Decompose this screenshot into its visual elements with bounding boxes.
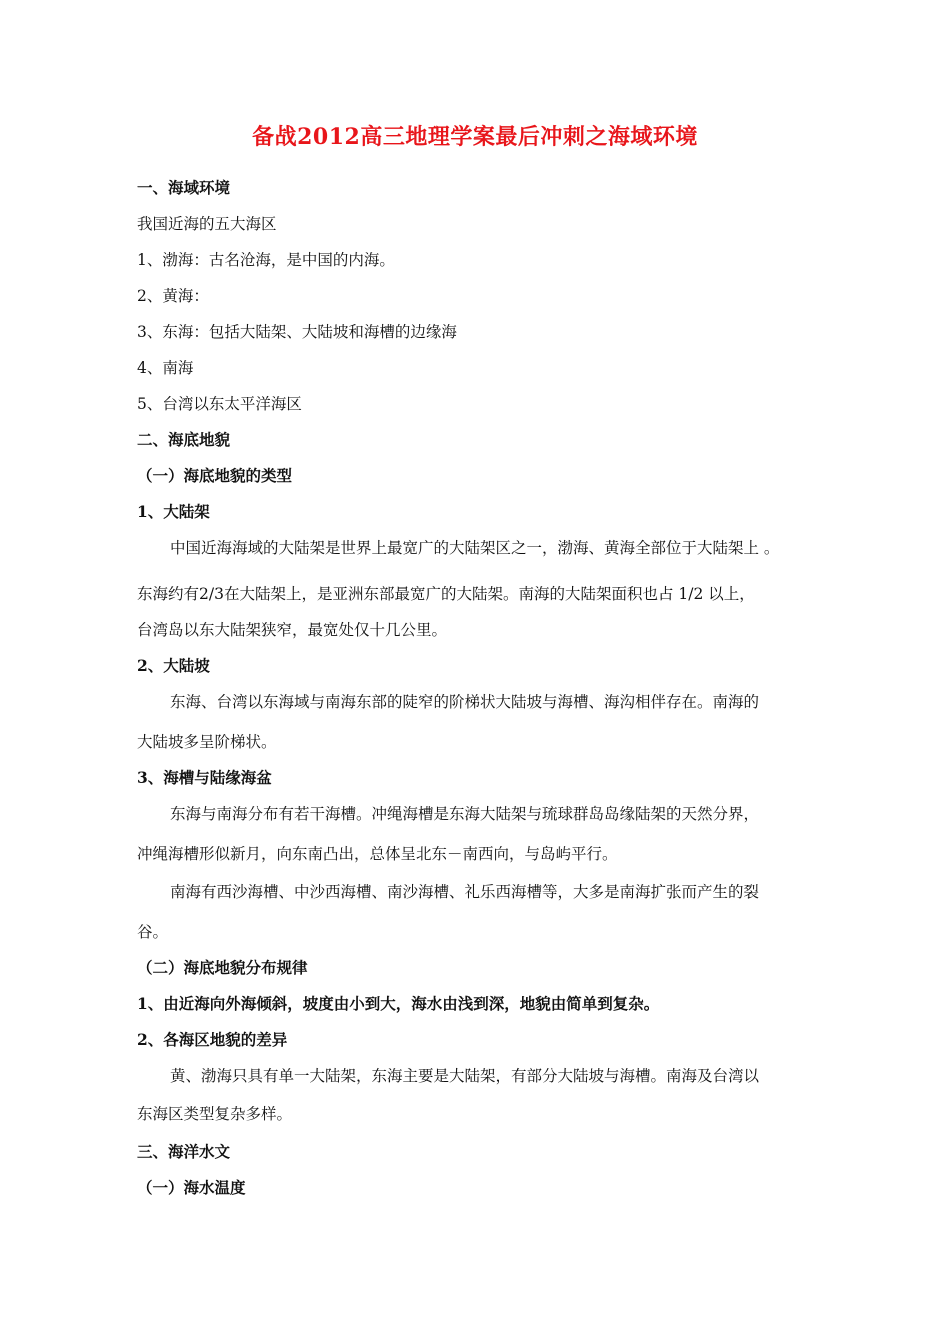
paragraph-line: 东海、台湾以东海域与南海东部的陡窄的阶梯状大陆坡与海槽、海沟相伴存在。南海的 (170, 693, 760, 711)
paragraph-line: 冲绳海槽形似新月，向东南凸出，总体呈北东－南西向，与岛屿平行。 (137, 845, 618, 863)
list-item: 2、黄海： (137, 287, 209, 305)
list-item: 3、东海：包括大陆架、大陆坡和海槽的边缘海 (137, 323, 457, 341)
subsection-heading: （一）海底地貌的类型 (137, 466, 293, 485)
subsection-heading: （一）海水温度 (137, 1178, 246, 1197)
paragraph-line: 大陆坡多呈阶梯状。 (137, 733, 277, 751)
section-heading-3: 三、海洋水文 (137, 1142, 231, 1161)
paragraph-line: 东海区类型复杂多样。 (137, 1105, 293, 1123)
paragraph-line: 谷。 (137, 923, 169, 941)
paragraph-line: 黄、渤海只具有单一大陆架，东海主要是大陆架，有部分大陆坡与海槽。南海及台湾以 (170, 1067, 760, 1085)
section-heading-1: 一、海域环境 (137, 178, 231, 197)
paragraph-line: 南海有西沙海槽、中沙西海槽、南沙海槽、礼乐西海槽等，大多是南海扩张而产生的裂 (170, 883, 760, 901)
list-item: 4、南海 (137, 359, 194, 377)
paragraph-line: 东海约有2/3在大陆架上，是亚洲东部最宽广的大陆架。南海的大陆架面积也占 1/2 以上， (137, 585, 755, 603)
paragraph-line: 我国近海的五大海区 (137, 215, 277, 233)
list-item: 5、台湾以东太平洋海区 (137, 395, 302, 413)
item-heading: 2、各海区地貌的差异 (137, 1030, 288, 1049)
paragraph-line: 台湾岛以东大陆架狭窄，最宽处仅十几公里。 (137, 621, 448, 639)
item-heading: 3、海槽与陆缘海盆 (137, 768, 272, 787)
paragraph-line: 中国近海海域的大陆架是世界上最宽广的大陆架区之一，渤海、黄海全部位于大陆架上 。 (170, 539, 780, 557)
section-heading-2: 二、海底地貌 (137, 430, 231, 449)
paragraph-line: 东海与南海分布有若干海槽。冲绳海槽是东海大陆架与琉球群岛岛缘陆架的天然分界， (170, 805, 760, 823)
item-heading: 1、由近海向外海倾斜，坡度由小到大，海水由浅到深，地貌由简单到复杂。 (137, 994, 660, 1013)
item-heading: 2、大陆坡 (137, 656, 210, 675)
item-heading: 1、大陆架 (137, 502, 210, 521)
list-item: 1、渤海：古名沧海，是中国的内海。 (137, 251, 395, 269)
document-title: 备战2012高三地理学案最后冲刺之海域环境 (252, 124, 698, 150)
subsection-heading: （二）海底地貌分布规律 (137, 958, 308, 977)
